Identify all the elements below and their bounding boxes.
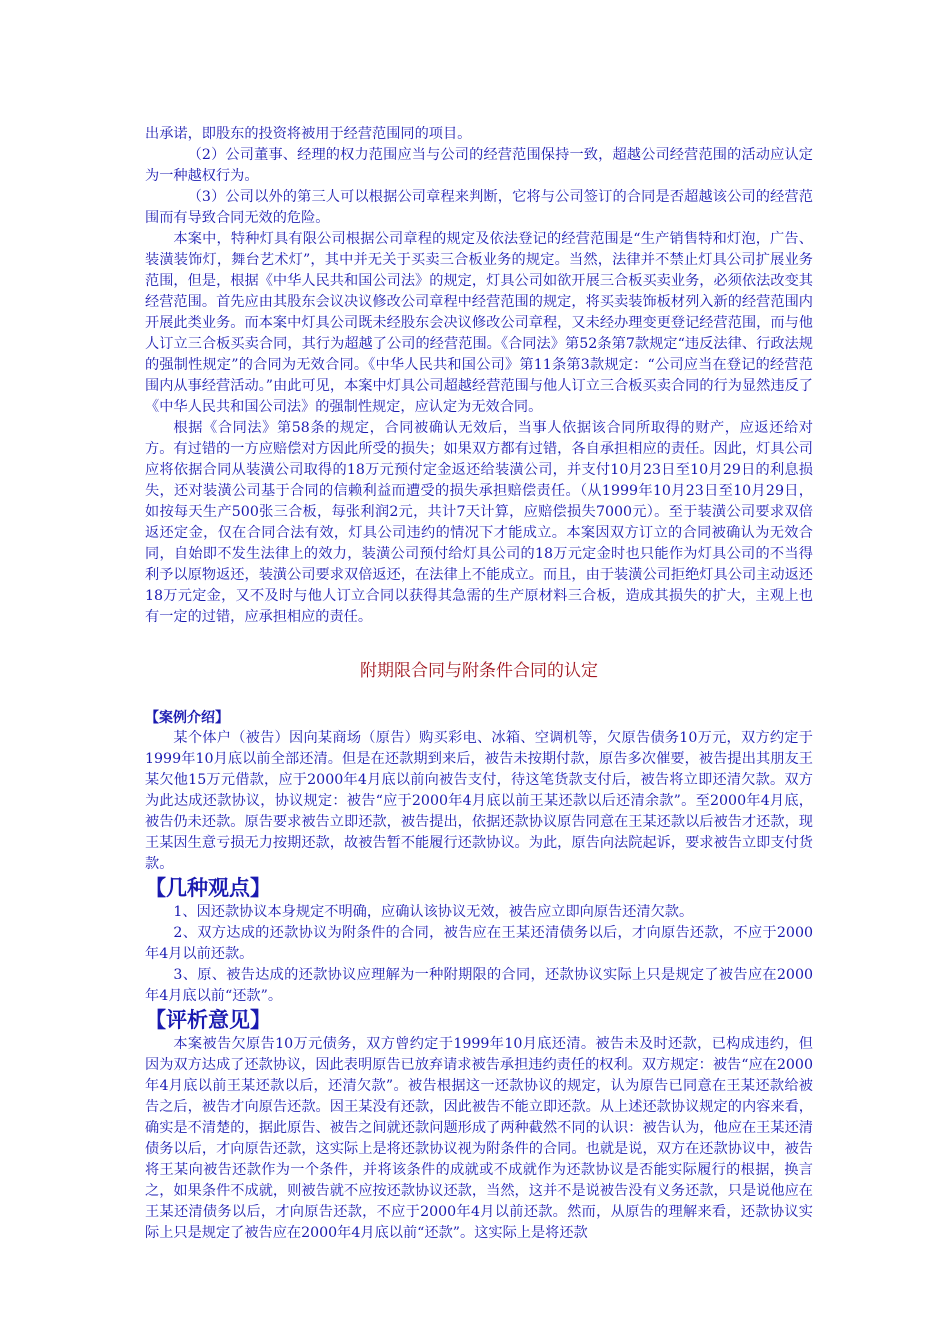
views-heading: 【几种观点】 — [145, 876, 271, 900]
view-item-2: 2、双方达成的还款协议为附条件的合同，被告应在王某还清债务以后，才向原告还款，不应于2000年4月以前还款。 — [145, 925, 813, 962]
paragraph-case-analysis: 本案中，特种灯具有限公司根据公司章程的规定及依法登记的经营范围是“生产销售特和灯泡，广告、装潢装饰灯，舞台艺术灯”，其中并无关于买卖三合板业务的规定。当然，法律并不禁止灯具公司扩展业务范围，但是，根据《中华人民共和国公司法》的规定，灯具公司如欲开展三合板买卖业务，必须依法改变其经营范围。首先应由其股东会议决议修改公司章程中经营范围的规定，将买卖装饰板材列入新的经营范围内开展此类业务。而本案中灯具公司既未经股东会决议修改公司章程，又未经办理变更登记经营范围，而与他人订立三合板买卖合同，其行为超越了公司的经营范围。《合同法》第52条第7款规定“违反法律、行政法规的强制性规定”的合同为无效合同。《中华人民共和国公司》第11条第3款规定：“公司应当在登记的经营范围内从事经营活动。”由此可见，本案中灯具公司超越经营范围与他人订立三合板买卖合同的行为显然违反了《中华人民共和国公司法》的强制性规定，应认定为无效合同。 — [145, 231, 813, 415]
article-title: 附期限合同与附条件合同的认定 — [360, 661, 598, 681]
paragraph-legal-consequence: 根据《合同法》第58条的规定，合同被确认无效后，当事人依据该合同所取得的财产，应返还给对方。有过错的一方应赔偿对方因此所受的损失；如果双方都有过错，各自承担相应的责任。因此，灯具公司应将依据合同从装潢公司取得的18万元预付定金返还给装潢公司，并支付10月23日至10月29日的利息损失，还对装潢公司基于合同的信赖利益而遭受的损失承担赔偿责任。（从1999年10月23日至10月29日，如按每天生产500张三合板，每张利润2元，共计7天计算，应赔偿损失7000元）。至于装潢公司要求双倍返还定金，仅在合同合法有效，灯具公司违约的情况下才能成立。本案因双方订立的合同被确认为无效合同，自始即不发生法律上的效力，装潢公司预付给灯具公司的18万元定金时也只能作为灯具公司的不当得利予以原物返还，装潢公司要求双倍返还，在法律上不能成立。而且，由于装潢公司拒绝灯具公司主动返还18万元定金，又不及时与他人订立合同以获得其急需的生产原材料三合板，造成其损失的扩大，主观上也有一定的过错，应承担相应的责任。 — [145, 420, 813, 625]
view-item-3: 3、原、被告达成的还款协议应理解为一种附期限的合同，还款协议实际上只是规定了被告应在2000年4月底以前“还款”。 — [145, 967, 813, 1004]
document-page — [145, 124, 813, 1244]
analysis-text: 本案被告欠原告10万元债务，双方曾约定于1999年10月底还清。被告未及时还款，已构成违约，但因为双方达成了还款协议，因此表明原告已放弃请求被告承担违约责任的权利。双方规定：被告“应在2000年4月底以前王某还款以后，还清欠款”。被告根据这一还款协议的规定，认为原告已同意在王某还款给被告之后，被告才向原告还款。因王某没有还款，因此被告不能立即还款。从上述还款协议规定的内容来看，确实是不清楚的，据此原告、被告之间就还款问题形成了两种截然不同的认识：被告认为，他应在王某还清债务以后，才向原告还款，这实际上是将还款协议视为附条件的合同。也就是说，双方在还款协议中，被告将王某向被告还款作为一个条件，并将该条件的成就或不成就作为还款协议是否能实际履行的根据，换言之，如果条件不成就，则被告就不应按还款协议还款，当然，这并不是说被告没有义务还款，只是说他应在王某还清债务以后，才向原告还款，不应于2000年4月以前还款。然而，从原告的理解来看，还款协议实际上只是规定了被告应在2000年4月底以前“还款”。这实际上是将还款 — [145, 1036, 813, 1241]
paragraph-point-3: （3）公司以外的第三人可以根据公司章程来判断，它将与公司签订的合同是否超越该公司的经营范围而有导致合同无效的危险。 — [145, 189, 813, 226]
case-intro-text: 某个体户（被告）因向某商场（原告）购买彩电、冰箱、空调机等，欠原告债务10万元，双方约定于1999年10月底以前全部还清。但是在还款期到来后，被告未按期付款，原告多次催要，被告提出其朋友王某欠他15万元借款，应于2000年4月底以前向被告支付，待这笔货款支付后，被告将立即还清欠款。双方为此达成还款协议，协议规定：被告“应于2000年4月底以前王某还款以后还清余款”。至2000年4月底，被告仍未还款。原告要求被告立即还款，被告提出，依据还款协议原告同意在王某还款以后被告才还款，现王某因生意亏损无力按期还款，故被告暂不能履行还款协议。为此，原告向法院起诉，要求被告立即支付货款。 — [145, 730, 813, 872]
view-item-1: 1、因还款协议本身规定不明确，应确认该协议无效，被告应立即向原告还清欠款。 — [173, 904, 694, 920]
paragraph-point-2: （2）公司董事、经理的权力范围应当与公司的经营范围保持一致，超越公司经营范围的活动应认定为一种越权行为。 — [145, 147, 813, 184]
analysis-heading: 【评析意见】 — [145, 1008, 271, 1032]
paragraph-continuation: 出承诺，即股东的投资将被用于经营范围同的项目。 — [145, 126, 472, 142]
case-intro-heading: 【案例介绍】 — [145, 710, 229, 726]
